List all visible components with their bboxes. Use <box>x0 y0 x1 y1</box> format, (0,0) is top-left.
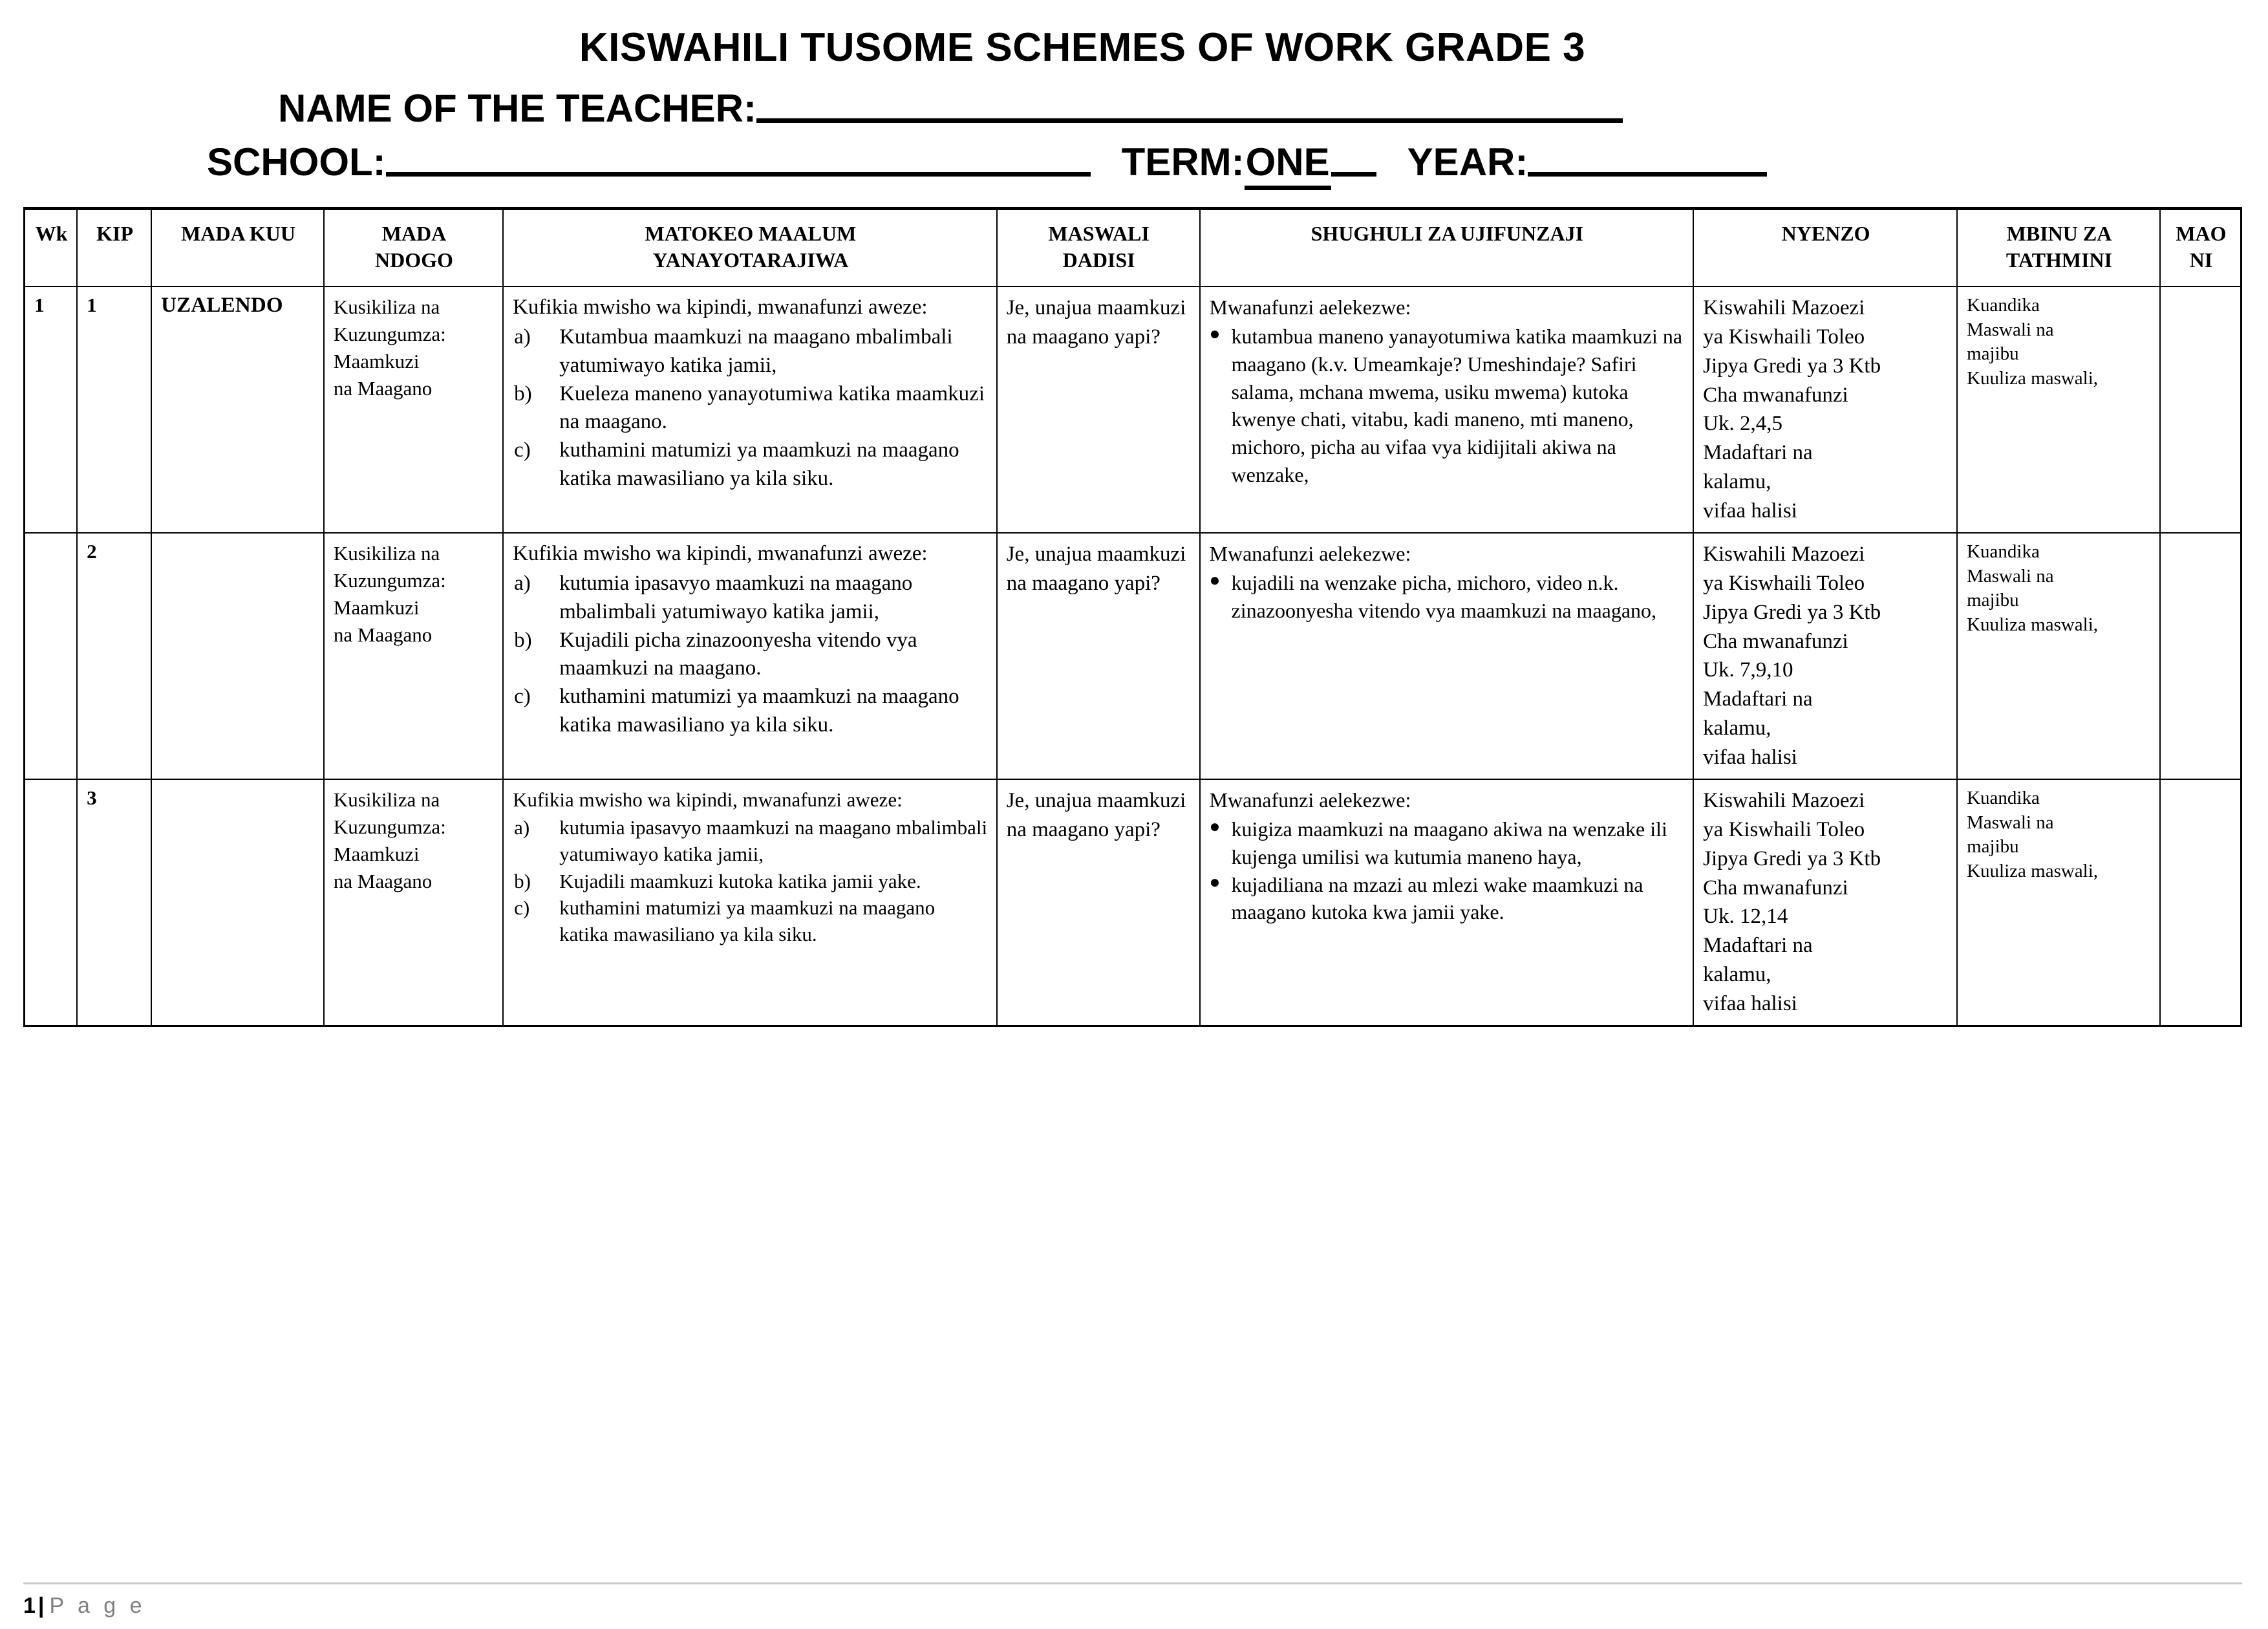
list-marker: a) <box>514 325 531 349</box>
nyenzo-line: Uk. 2,4,5 <box>1703 412 1782 436</box>
cell-maoni[interactable] <box>2160 533 2241 779</box>
list-marker: b) <box>514 628 532 652</box>
column-header-maswali-line1: MASWALI <box>1048 222 1150 246</box>
cell-mada-ndogo <box>324 533 503 779</box>
bullet-icon: ● <box>1209 816 1221 837</box>
nyenzo-line: Jipya Gredi ya 3 Ktb <box>1703 847 1881 870</box>
shughuli-list <box>1210 815 1685 927</box>
mada-ndogo-line: Kuzungumza: <box>333 323 446 346</box>
year-blank[interactable] <box>1528 142 1767 177</box>
cell-kip: 2 <box>77 533 151 779</box>
cell-kip: 1 <box>77 286 151 533</box>
column-header-wk: Wk <box>25 209 78 286</box>
bullet-icon: ● <box>1209 872 1221 892</box>
table-body <box>25 286 2241 1026</box>
column-header-maoni-line2: NI <box>2189 248 2213 272</box>
column-header-shughuli: SHUGHULI ZA UJIFUNZAJI <box>1200 209 1694 286</box>
list-item <box>1210 815 1685 871</box>
cell-nyenzo <box>1693 779 1957 1026</box>
list-marker: a) <box>514 571 531 595</box>
mbinu-line: Kuuliza maswali, <box>1967 860 2099 881</box>
column-header-mada-ndogo <box>324 209 503 286</box>
mada-ndogo-line: Kuzungumza: <box>333 569 446 592</box>
cell-matokeo-maalum <box>503 779 997 1026</box>
cell-kip: 3 <box>77 779 151 1026</box>
column-header-matokeo-line1: MATOKEO MAALUM <box>645 222 857 246</box>
list-text: kuthamini matumizi ya maamkuzi na maagano katika mawasiliano ya kila siku. <box>559 896 936 945</box>
school-label: SCHOOL: <box>207 140 386 184</box>
mada-ndogo-line: Maamkuzi <box>333 596 420 620</box>
list-text: kujadiliana na mzazi au mlezi wake maamkuzi na maagano kutoka kwa jamii yake. <box>1231 872 1643 924</box>
list-text: Kutambua maamkuzi na maagano mbalimbali yatumiwayo katika jamii, <box>559 325 953 377</box>
mbinu-line: majibu <box>1967 836 2019 858</box>
cell-mada-kuu <box>151 779 324 1026</box>
column-header-kip: KIP <box>77 209 151 286</box>
mbinu-line: Kuandika <box>1967 541 2040 562</box>
nyenzo-line: Kiswahili Mazoezi <box>1703 542 1865 566</box>
list-item <box>1210 323 1685 489</box>
mada-ndogo-line: Maamkuzi <box>333 843 420 866</box>
nyenzo-line: Uk. 7,9,10 <box>1703 658 1793 682</box>
nyenzo-line: Kiswahili Mazoezi <box>1703 296 1865 319</box>
list-item <box>1210 871 1685 927</box>
cell-mbinu-za-tathmini <box>1957 779 2160 1026</box>
nyenzo-line: kalamu, <box>1703 470 1771 494</box>
nyenzo-line: Jipya Gredi ya 3 Ktb <box>1703 600 1881 624</box>
list-text: kutumia ipasavyo maamkuzi na maagano mbalimbali yatumiwayo katika jamii, <box>559 816 988 866</box>
cell-nyenzo <box>1693 533 1957 779</box>
nyenzo-line: vifaa halisi <box>1703 746 1797 769</box>
list-marker: b) <box>514 869 531 892</box>
cell-shughuli <box>1200 779 1694 1026</box>
nyenzo-line: Kiswahili Mazoezi <box>1703 788 1865 812</box>
column-header-mada-kuu: MADA KUU <box>151 209 324 286</box>
cell-shughuli <box>1200 533 1694 779</box>
mada-ndogo-line: na Maagano <box>333 870 433 893</box>
mbinu-line: Kuuliza maswali, <box>1967 614 2099 635</box>
list-text: kutumia ipasavyo maamkuzi na maagano mbalimbali yatumiwayo katika jamii, <box>559 571 913 623</box>
matokeo-intro: Kufikia mwisho wa kipindi, mwanafunzi aweze: <box>513 295 928 319</box>
nyenzo-line: Madaftari na <box>1703 441 1813 465</box>
nyenzo-line: Madaftari na <box>1703 687 1813 711</box>
term-label: TERM: <box>1121 140 1245 184</box>
list-text: kuthamini matumizi ya maamkuzi na maagano katika mawasiliano ya kila siku. <box>559 685 959 737</box>
list-item <box>513 380 989 437</box>
mbinu-line: Maswali na <box>1967 812 2054 833</box>
table-header-row <box>25 209 2241 286</box>
bullet-icon: ● <box>1209 570 1221 590</box>
column-header-maswali-line2: DADISI <box>1062 248 1135 272</box>
cell-matokeo-maalum <box>503 533 997 779</box>
list-marker: c) <box>514 438 531 462</box>
column-header-mbinu-line1: MBINU ZA <box>2006 222 2112 246</box>
cell-maoni[interactable] <box>2160 286 2241 533</box>
footer-page-number: 1 <box>23 1593 36 1618</box>
cell-mada-ndogo <box>324 779 503 1026</box>
footer-separator: | <box>37 1593 45 1618</box>
mbinu-line: Kuuliza maswali, <box>1967 367 2099 389</box>
table-row <box>25 286 2241 533</box>
cell-wk <box>25 779 78 1026</box>
column-header-matokeo-line2: YANAYOTARAJIWA <box>652 248 849 272</box>
nyenzo-line: ya Kiswhaili Toleo <box>1703 571 1865 595</box>
column-header-matokeo <box>503 209 997 286</box>
shughuli-intro: Mwanafunzi aelekezwe: <box>1209 788 1411 812</box>
matokeo-list <box>513 814 989 947</box>
teacher-name-blank[interactable] <box>756 88 1623 123</box>
nyenzo-line: vifaa halisi <box>1703 499 1797 523</box>
table-row <box>25 779 2241 1026</box>
nyenzo-line: kalamu, <box>1703 717 1771 740</box>
matokeo-list <box>513 323 989 493</box>
page-title: KISWAHILI TUSOME SCHEMES OF WORK GRADE 3 <box>579 25 1586 70</box>
list-item <box>513 627 989 684</box>
nyenzo-line: Cha mwanafunzi <box>1703 629 1848 653</box>
table-row <box>25 533 2241 779</box>
nyenzo-line: Jipya Gredi ya 3 Ktb <box>1703 354 1881 378</box>
list-item <box>1210 569 1685 625</box>
cell-mbinu-za-tathmini <box>1957 286 2160 533</box>
year-label: YEAR: <box>1407 140 1528 184</box>
cell-wk <box>25 533 78 779</box>
list-item <box>513 814 989 867</box>
cell-shughuli <box>1200 286 1694 533</box>
term-blank[interactable] <box>1331 142 1376 177</box>
nyenzo-line: Uk. 12,14 <box>1703 905 1788 929</box>
cell-maswali-dadisi: Je, unajua maamkuzi na maagano yapi? <box>997 286 1200 533</box>
list-text: kujadili na wenzake picha, michoro, video n.k. zinazoonyesha vitendo vya maamkuzi na maagano, <box>1231 570 1657 622</box>
list-text: kutambua maneno yanayotumiwa katika maamkuzi na maagano (k.v. Umeamkaje? Umeshindaje? Safiri salama, mchana mwema, usiku mwema) kutoka kwenye chati, vitabu, kadi maneno, mti maneno, michoro, picha au vifaa vya kidijitali akiwa na wenzake, <box>1231 324 1683 487</box>
page-footer <box>23 1582 2242 1619</box>
mada-ndogo-line: Maamkuzi <box>333 350 420 373</box>
mada-ndogo-line: na Maagano <box>333 377 433 400</box>
shughuli-list <box>1210 323 1685 489</box>
mada-ndogo-line: Kusikiliza na <box>333 295 440 318</box>
mbinu-line: majibu <box>1967 343 2019 365</box>
mada-ndogo-line: Kusikiliza na <box>333 788 440 811</box>
mada-ndogo-line: na Maagano <box>333 623 433 647</box>
schemes-of-work-table <box>23 207 2242 1027</box>
footer-page-word: P a g e <box>49 1593 146 1618</box>
list-item <box>513 683 989 740</box>
list-text: Kujadili picha zinazoonyesha vitendo vya maamkuzi na maagano. <box>559 628 917 680</box>
list-item <box>513 437 989 493</box>
list-item <box>513 868 989 894</box>
list-text: Kujadili maamkuzi kutoka katika jamii yake. <box>559 869 921 892</box>
mada-ndogo-line: Kusikiliza na <box>333 541 440 565</box>
nyenzo-line: vifaa halisi <box>1703 992 1797 1015</box>
matokeo-intro: Kufikia mwisho wa kipindi, mwanafunzi aweze: <box>513 541 928 565</box>
list-item <box>513 894 989 947</box>
nyenzo-line: Cha mwanafunzi <box>1703 383 1848 407</box>
cell-matokeo-maalum <box>503 286 997 533</box>
mada-ndogo-line: Kuzungumza: <box>333 815 446 839</box>
nyenzo-line: Cha mwanafunzi <box>1703 876 1848 900</box>
cell-maswali-dadisi: Je, unajua maamkuzi na maagano yapi? <box>997 779 1200 1026</box>
cell-mbinu-za-tathmini <box>1957 533 2160 779</box>
shughuli-list <box>1210 569 1685 625</box>
mbinu-line: Maswali na <box>1967 319 2054 340</box>
list-item <box>513 570 989 627</box>
column-header-maswali <box>997 209 1200 286</box>
cell-wk: 1 <box>25 286 78 533</box>
cell-maswali-dadisi: Je, unajua maamkuzi na maagano yapi? <box>997 533 1200 779</box>
column-header-mada-ndogo-line2: NDOGO <box>375 248 453 272</box>
list-marker: c) <box>514 685 531 709</box>
cell-mada-kuu: UZALENDO <box>151 286 324 533</box>
column-header-nyenzo: NYENZO <box>1693 209 1957 286</box>
school-name-blank[interactable] <box>386 142 1091 177</box>
column-header-mada-ndogo-line1: MADA <box>381 222 447 246</box>
list-marker: a) <box>514 816 530 839</box>
nyenzo-line: Madaftari na <box>1703 934 1813 958</box>
column-header-mbinu-line2: TATHMINI <box>2006 248 2113 272</box>
nyenzo-line: ya Kiswhaili Toleo <box>1703 817 1865 841</box>
mbinu-line: Maswali na <box>1967 565 2054 587</box>
matokeo-intro: Kufikia mwisho wa kipindi, mwanafunzi aweze: <box>513 788 903 811</box>
mbinu-line: Kuandika <box>1967 294 2040 316</box>
column-header-maoni <box>2160 209 2241 286</box>
document-page <box>0 25 2268 1629</box>
teacher-label: NAME OF THE TEACHER: <box>278 87 756 130</box>
cell-mada-kuu <box>151 533 324 779</box>
bullet-icon: ● <box>1209 323 1221 344</box>
mbinu-line: majibu <box>1967 590 2019 611</box>
list-marker: b) <box>514 382 532 405</box>
column-header-maoni-line1: MAO <box>2176 222 2227 246</box>
column-header-mbinu <box>1957 209 2160 286</box>
cell-nyenzo <box>1693 286 1957 533</box>
matokeo-list <box>513 570 989 740</box>
shughuli-intro: Mwanafunzi aelekezwe: <box>1209 295 1411 319</box>
shughuli-intro: Mwanafunzi aelekezwe: <box>1209 541 1411 565</box>
list-marker: c) <box>514 896 530 919</box>
cell-mada-ndogo <box>324 286 503 533</box>
nyenzo-line: kalamu, <box>1703 963 1771 987</box>
teacher-name-line <box>0 85 2268 132</box>
term-value[interactable]: ONE <box>1245 138 1331 190</box>
list-item <box>513 323 989 380</box>
nyenzo-line: ya Kiswhaili Toleo <box>1703 325 1865 349</box>
cell-maoni[interactable] <box>2160 779 2241 1026</box>
list-text: Kueleza maneno yanayotumiwa katika maamkuzi na maagano. <box>559 382 985 434</box>
school-term-year-line <box>0 138 2268 190</box>
list-text: kuigiza maamkuzi na maagano akiwa na wenzake ili kujenga umilisi wa kutumia maneno haya, <box>1231 817 1667 868</box>
list-text: kuthamini matumizi ya maamkuzi na maagano katika mawasiliano ya kila siku. <box>559 438 959 491</box>
mbinu-line: Kuandika <box>1967 787 2040 808</box>
